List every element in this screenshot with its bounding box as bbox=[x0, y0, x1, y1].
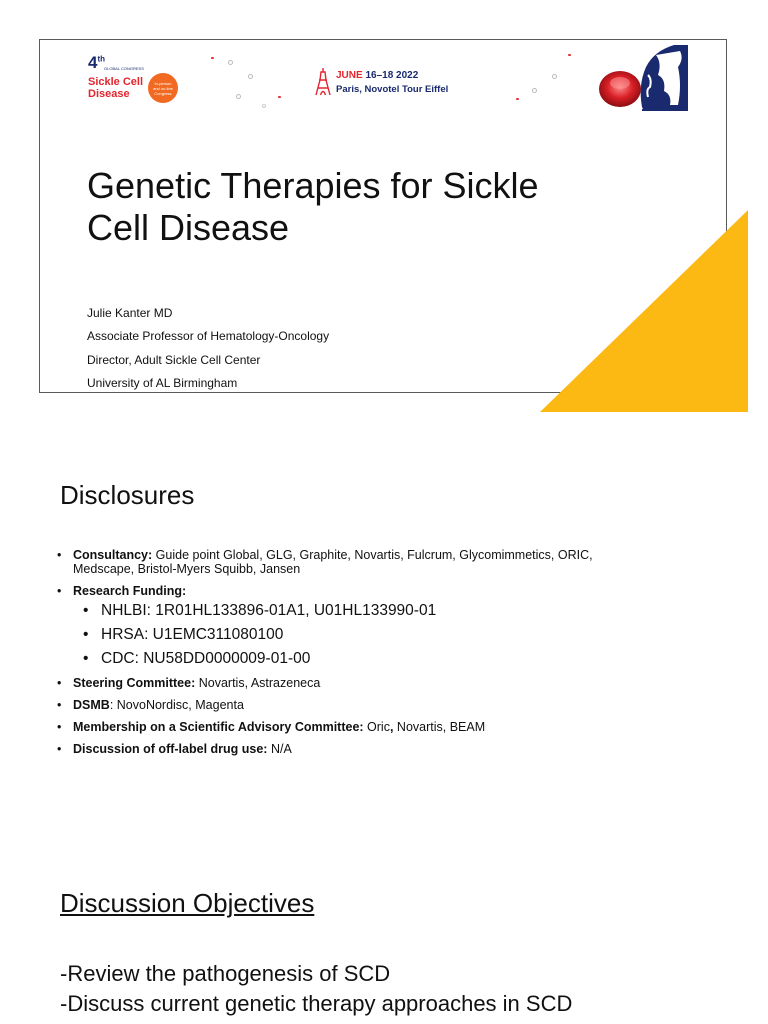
author-name: Julie Kanter MD bbox=[87, 306, 173, 320]
slide-title: Genetic Therapies for Sickle Cell Disease bbox=[87, 165, 539, 248]
list-item: • Discussion of off-label drug use: N/A bbox=[57, 742, 737, 756]
congress-ordinal: 4th bbox=[88, 53, 106, 72]
congress-date: JUNE 16–18 2022 bbox=[336, 70, 419, 81]
decor-dot bbox=[516, 98, 519, 100]
disclosures-list bbox=[57, 548, 737, 756]
congress-small-label: GLOBAL CONGRESS bbox=[104, 66, 144, 71]
decor-dot bbox=[262, 104, 266, 108]
list-item: • Consultancy: Guide point Global, GLG, Graphite, Novartis, Fulcrum, Glycomimmetics, ORIC, Medscape, Bristol-Myers Squibb, Jansen bbox=[57, 548, 737, 576]
decor-dot bbox=[248, 74, 253, 79]
congress-venue: Paris, Novotel Tour Eiffel bbox=[336, 84, 449, 95]
funding-item: • HRSA: U1EMC311080100 bbox=[57, 626, 737, 644]
decor-dot bbox=[236, 94, 241, 99]
disclosures-title: Disclosures bbox=[60, 480, 195, 510]
decor-dot bbox=[228, 60, 233, 65]
decor-dot bbox=[552, 74, 557, 79]
in-person-badge: In-person and on-line Congress bbox=[148, 73, 178, 103]
decor-dot bbox=[211, 57, 214, 59]
title-slide bbox=[39, 39, 727, 393]
list-item: • DSMB: NovoNordisc, Magenta bbox=[57, 698, 737, 712]
list-item: • Steering Committee: Novartis, Astrazeneca bbox=[57, 676, 737, 690]
list-item: • Research Funding: bbox=[57, 584, 737, 598]
objectives-title: Discussion Objectives bbox=[60, 888, 315, 918]
list-item: • Membership on a Scientific Advisory Committee: Oric, Novartis, BEAM bbox=[57, 720, 737, 734]
congress-name: Sickle Cell Disease bbox=[88, 76, 144, 100]
objective-item: -Discuss current genetic therapy approaches in SCD bbox=[60, 991, 573, 1016]
congress-banner bbox=[40, 40, 728, 115]
author-role: Director, Adult Sickle Cell Center bbox=[87, 353, 261, 367]
funding-item: • CDC: NU58DD0000009-01-00 bbox=[57, 650, 737, 668]
decor-dot bbox=[532, 88, 537, 93]
author-institution: University of AL Birmingham bbox=[87, 376, 238, 390]
author-position: Associate Professor of Hematology-Oncology bbox=[87, 329, 330, 343]
objective-item: -Review the pathogenesis of SCD bbox=[60, 961, 391, 986]
decor-dot bbox=[278, 96, 281, 98]
funding-item: • NHLBI: 1R01HL133896-01A1, U01HL133990-01 bbox=[57, 602, 737, 620]
globe-blood-cell-icon bbox=[570, 45, 688, 111]
eiffel-tower-icon bbox=[314, 68, 332, 96]
